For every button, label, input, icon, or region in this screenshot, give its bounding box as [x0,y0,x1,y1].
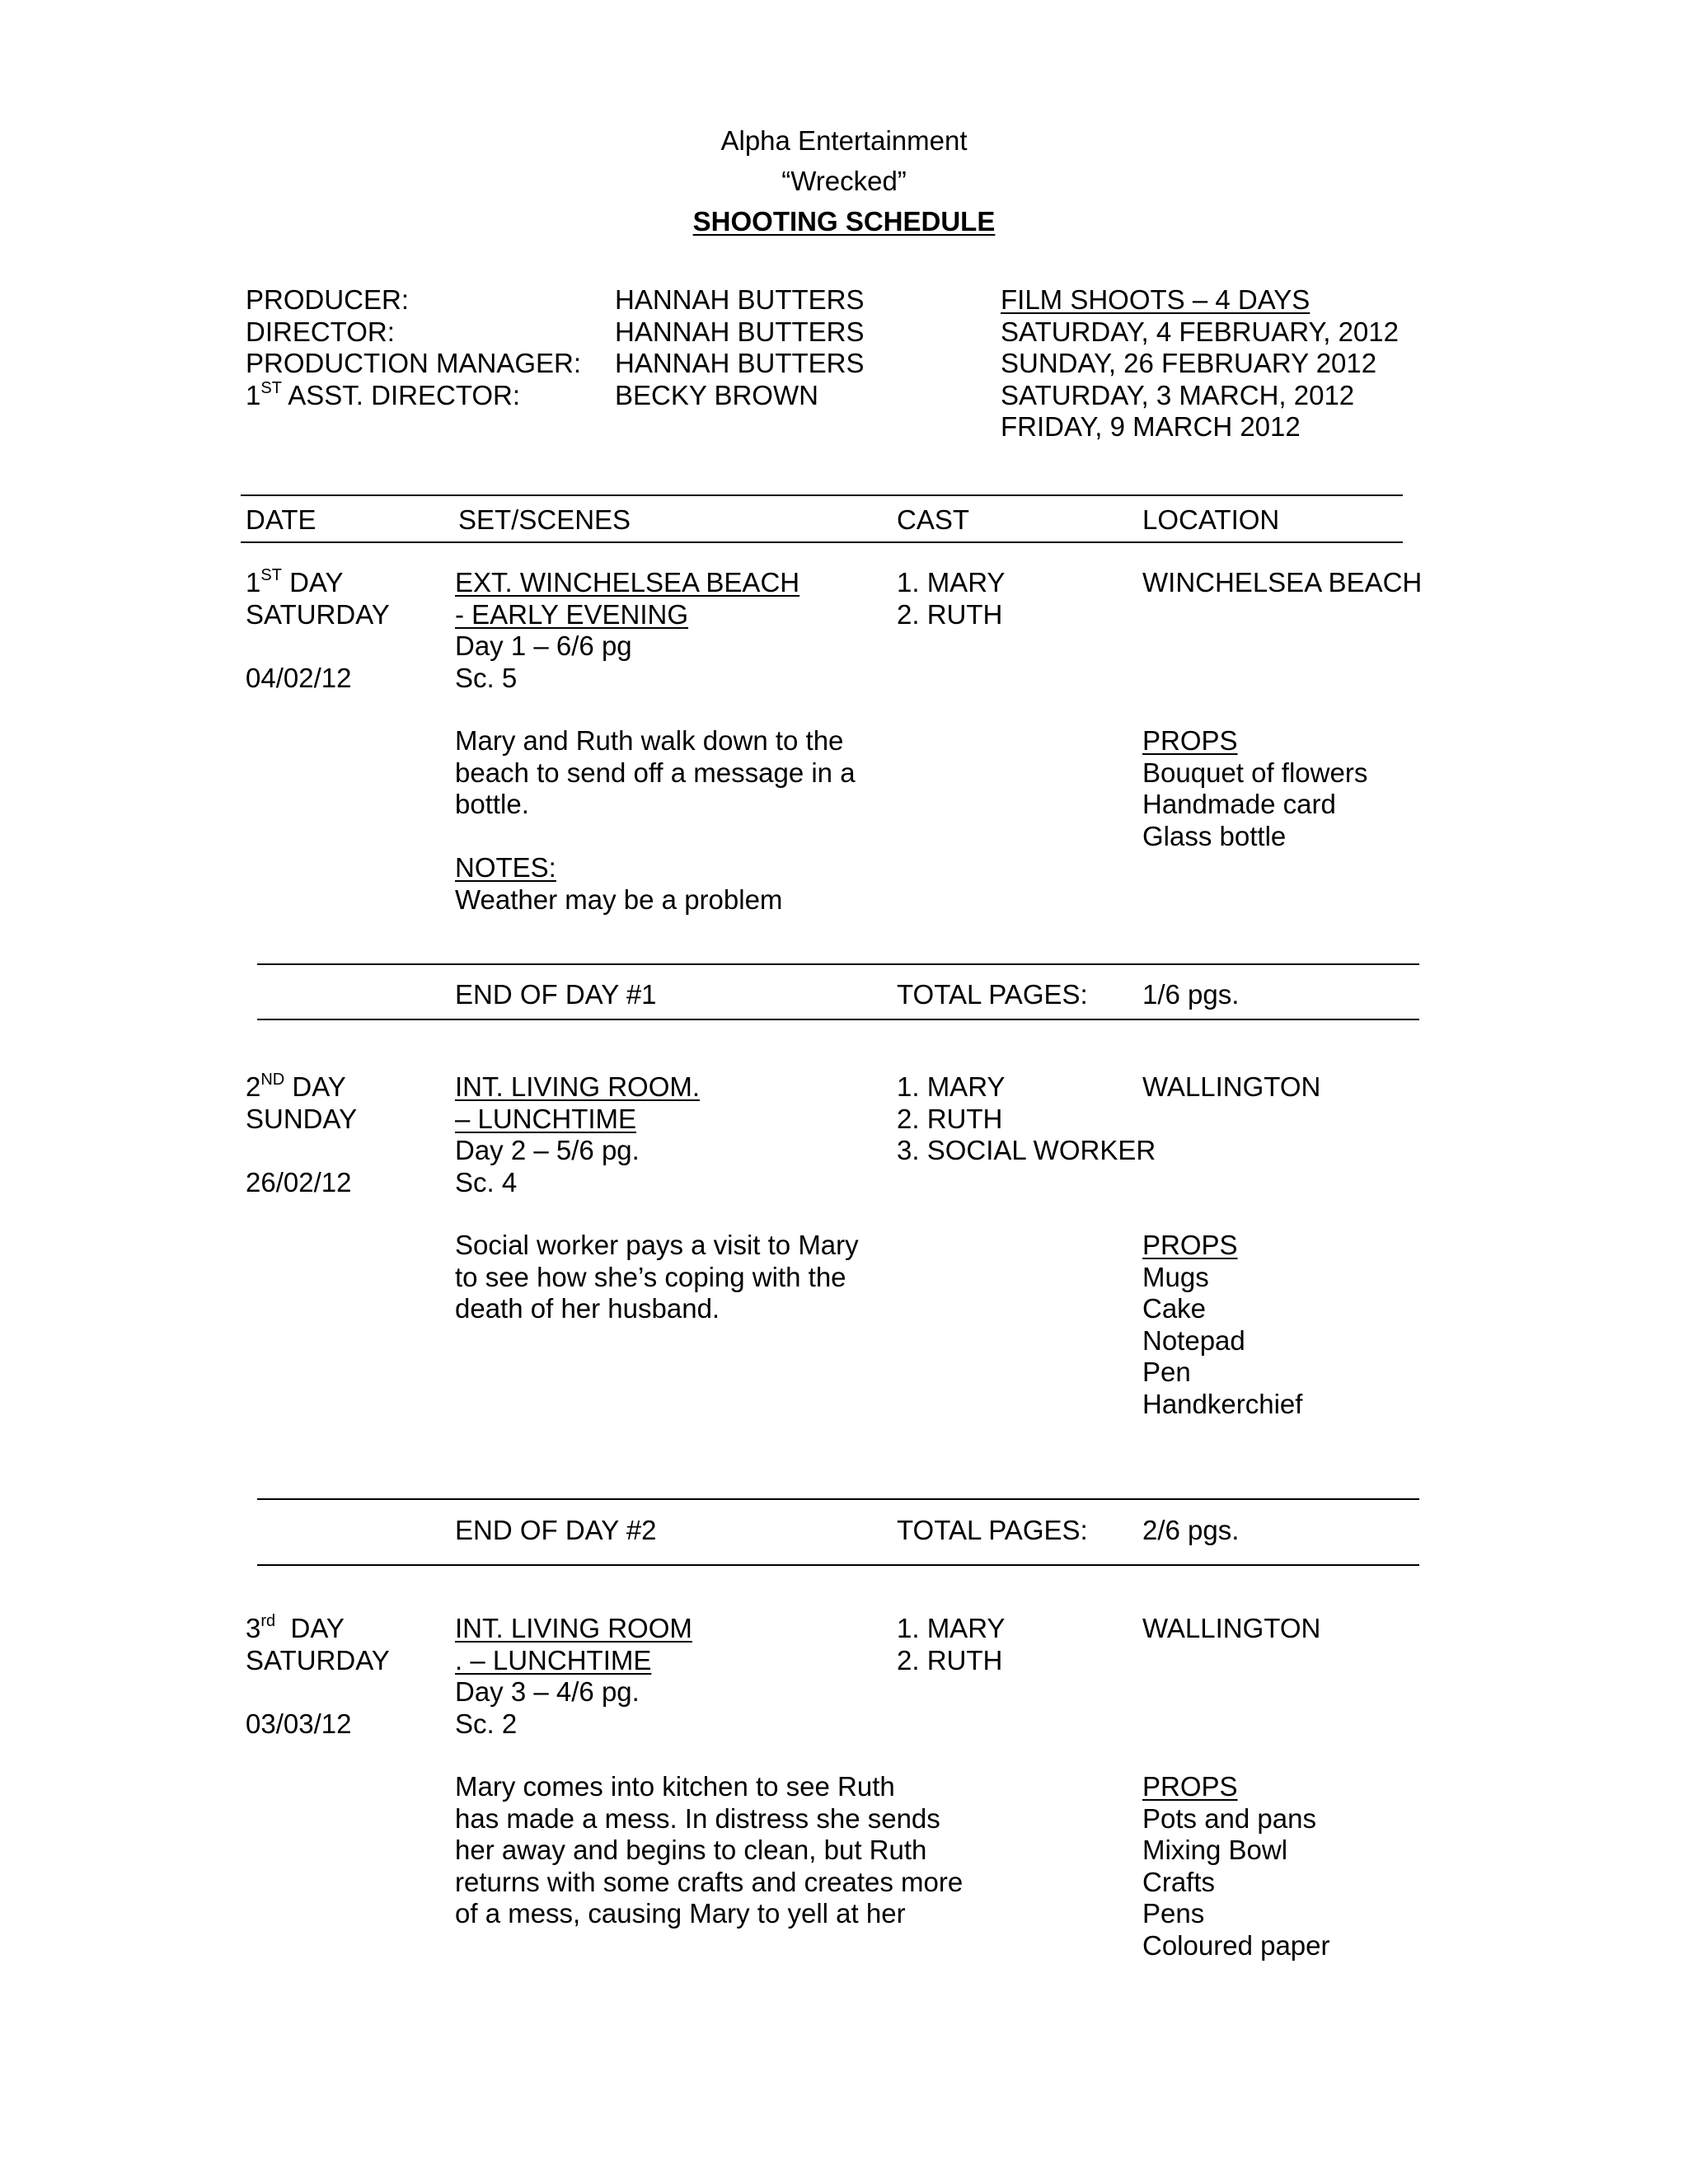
description-line: has made a mess. In distress she sends [455,1802,940,1834]
notes-text: Weather may be a problem [455,883,783,915]
column-header-date: DATE [246,504,316,535]
prop-item: Glass bottle [1142,820,1287,851]
day-1-end-top-rule [257,963,1419,965]
column-header-location: LOCATION [1142,504,1280,535]
day-2-total-pages: 2/6 pgs. [1142,1515,1240,1545]
day-3-set-block [455,1613,692,1740]
day-date: 03/03/12 [246,1708,352,1739]
set-name: INT. LIVING ROOM. [455,1071,701,1102]
day-date: 04/02/12 [246,662,352,693]
prop-item: Pots and pans [1142,1802,1316,1834]
day-2-set-block [455,1071,700,1198]
cast-member: 1. MARY [897,1613,1006,1643]
description-line: Social worker pays a visit to Mary [455,1230,859,1260]
shoot-date: SATURDAY, 3 MARCH, 2012 [1001,379,1355,410]
prop-item: Handkerchief [1142,1388,1303,1419]
day-2-total-label: TOTAL PAGES: [897,1515,1088,1545]
credit-role: PRODUCER: [246,284,410,315]
day-1-end-label: END OF DAY #1 [455,979,657,1010]
props-label: PROPS [1142,725,1238,756]
set-scene: Sc. 5 [455,662,518,693]
credit-name: HANNAH BUTTERS [615,316,865,347]
shoot-date: SUNDAY, 26 FEBRUARY 2012 [1001,348,1377,378]
day-3-location: WALLINGTON [1142,1613,1321,1643]
day-1-description [455,725,856,916]
description-line: returns with some crafts and creates more [455,1866,964,1897]
day-2-description [455,1230,859,1325]
set-time: - EARLY EVENING [455,598,689,630]
day-1-cast [897,567,1005,630]
day-2-end-label: END OF DAY #2 [455,1515,657,1545]
description-line: bottle. [455,789,529,819]
prop-item: Crafts [1142,1866,1216,1897]
cast-member: 1. MARY [897,567,1006,598]
notes-label: NOTES: [455,852,556,883]
day-1-props [1142,725,1367,852]
header-bottom-rule [241,541,1403,543]
column-header-cast: CAST [897,504,970,535]
description-line: death of her husband. [455,1293,720,1324]
prop-item: Coloured paper [1142,1929,1330,1961]
day-2-date-block [246,1071,357,1198]
prop-item: Mixing Bowl [1142,1835,1288,1865]
cast-member: 2. RUTH [897,598,1003,630]
day-3-props [1142,1771,1330,1961]
day-3-date-block [246,1613,390,1740]
shoot-date: FRIDAY, 9 MARCH 2012 [1001,411,1301,442]
credit-name: HANNAH BUTTERS [615,348,865,378]
credit-role: PRODUCTION MANAGER: [246,348,582,378]
description-line: her away and begins to clean, but Ruth [455,1835,927,1865]
prop-item: Notepad [1142,1324,1245,1356]
props-label: PROPS [1142,1771,1238,1802]
set-scene: Sc. 4 [455,1166,518,1197]
description-line: of a mess, causing Mary to yell at her [455,1898,906,1929]
description-line: to see how she’s coping with the [455,1261,846,1292]
day-1-date-block [246,567,390,694]
day-2-props [1142,1230,1302,1420]
day-1-location: WINCHELSEA BEACH [1142,567,1423,598]
day-date: 26/02/12 [246,1166,352,1197]
day-weekday: SATURDAY [246,1644,390,1675]
day-3-cast [897,1613,1005,1676]
document-title: SHOOTING SCHEDULE [692,206,996,237]
set-name: EXT. WINCHELSEA BEACH [455,567,800,598]
set-scene: Sc. 2 [455,1708,518,1739]
cast-member: 1. MARY [897,1071,1006,1102]
day-3-description [455,1771,963,1930]
day-label: 1ST DAY [246,566,344,598]
credit-name: BECKY BROWN [615,379,818,410]
set-time: – LUNCHTIME [455,1103,637,1134]
column-header-set: SET/SCENES [458,504,631,535]
credit-name: HANNAH BUTTERS [615,284,865,315]
set-pages: Day 2 – 5/6 pg. [455,1135,640,1165]
day-1-total-pages: 1/6 pgs. [1142,979,1240,1010]
day-2-cast [897,1071,1156,1167]
set-pages: Day 1 – 6/6 pg [455,630,632,661]
prop-item: Bouquet of flowers [1142,757,1368,788]
day-label: 3rd DAY [246,1612,345,1643]
day-2-location: WALLINGTON [1142,1071,1321,1102]
day-1-set-block [455,567,799,694]
description-line: beach to send off a message in a [455,757,856,788]
description-line: Mary comes into kitchen to see Ruth [455,1771,895,1802]
credit-role: DIRECTOR: [246,316,395,347]
day-2-end-top-rule [257,1498,1419,1500]
description-line: Mary and Ruth walk down to the [455,725,844,756]
film-title: “Wrecked” [781,166,907,196]
cast-member: 2. RUTH [897,1103,1003,1134]
day-weekday: SATURDAY [246,598,390,630]
prop-item: Pen [1142,1357,1191,1387]
shoot-dates [1001,284,1399,443]
prop-item: Handmade card [1142,789,1336,819]
credits-names [615,284,865,411]
credits-roles [246,284,581,411]
company-name: Alpha Entertainment [720,125,968,156]
prop-item: Mugs [1142,1261,1209,1292]
day-weekday: SUNDAY [246,1103,358,1134]
day-2-end-bottom-rule [257,1564,1419,1566]
credit-role: 1ST ASST. DIRECTOR: [246,378,521,410]
prop-item: Cake [1142,1293,1207,1324]
cast-member: 3. SOCIAL WORKER [897,1135,1156,1165]
shoot-date: SATURDAY, 4 FEBRUARY, 2012 [1001,316,1399,347]
shoots-heading: FILM SHOOTS – 4 DAYS [1001,284,1311,315]
day-label: 2ND DAY [246,1071,346,1102]
day-1-total-label: TOTAL PAGES: [897,979,1088,1010]
set-name: INT. LIVING ROOM [455,1613,692,1643]
header-top-rule [241,494,1403,496]
set-pages: Day 3 – 4/6 pg. [455,1676,640,1707]
props-label: PROPS [1142,1230,1238,1260]
day-1-end-bottom-rule [257,1019,1419,1020]
prop-item: Pens [1142,1898,1205,1929]
set-time: . – LUNCHTIME [455,1644,652,1675]
cast-member: 2. RUTH [897,1644,1003,1675]
